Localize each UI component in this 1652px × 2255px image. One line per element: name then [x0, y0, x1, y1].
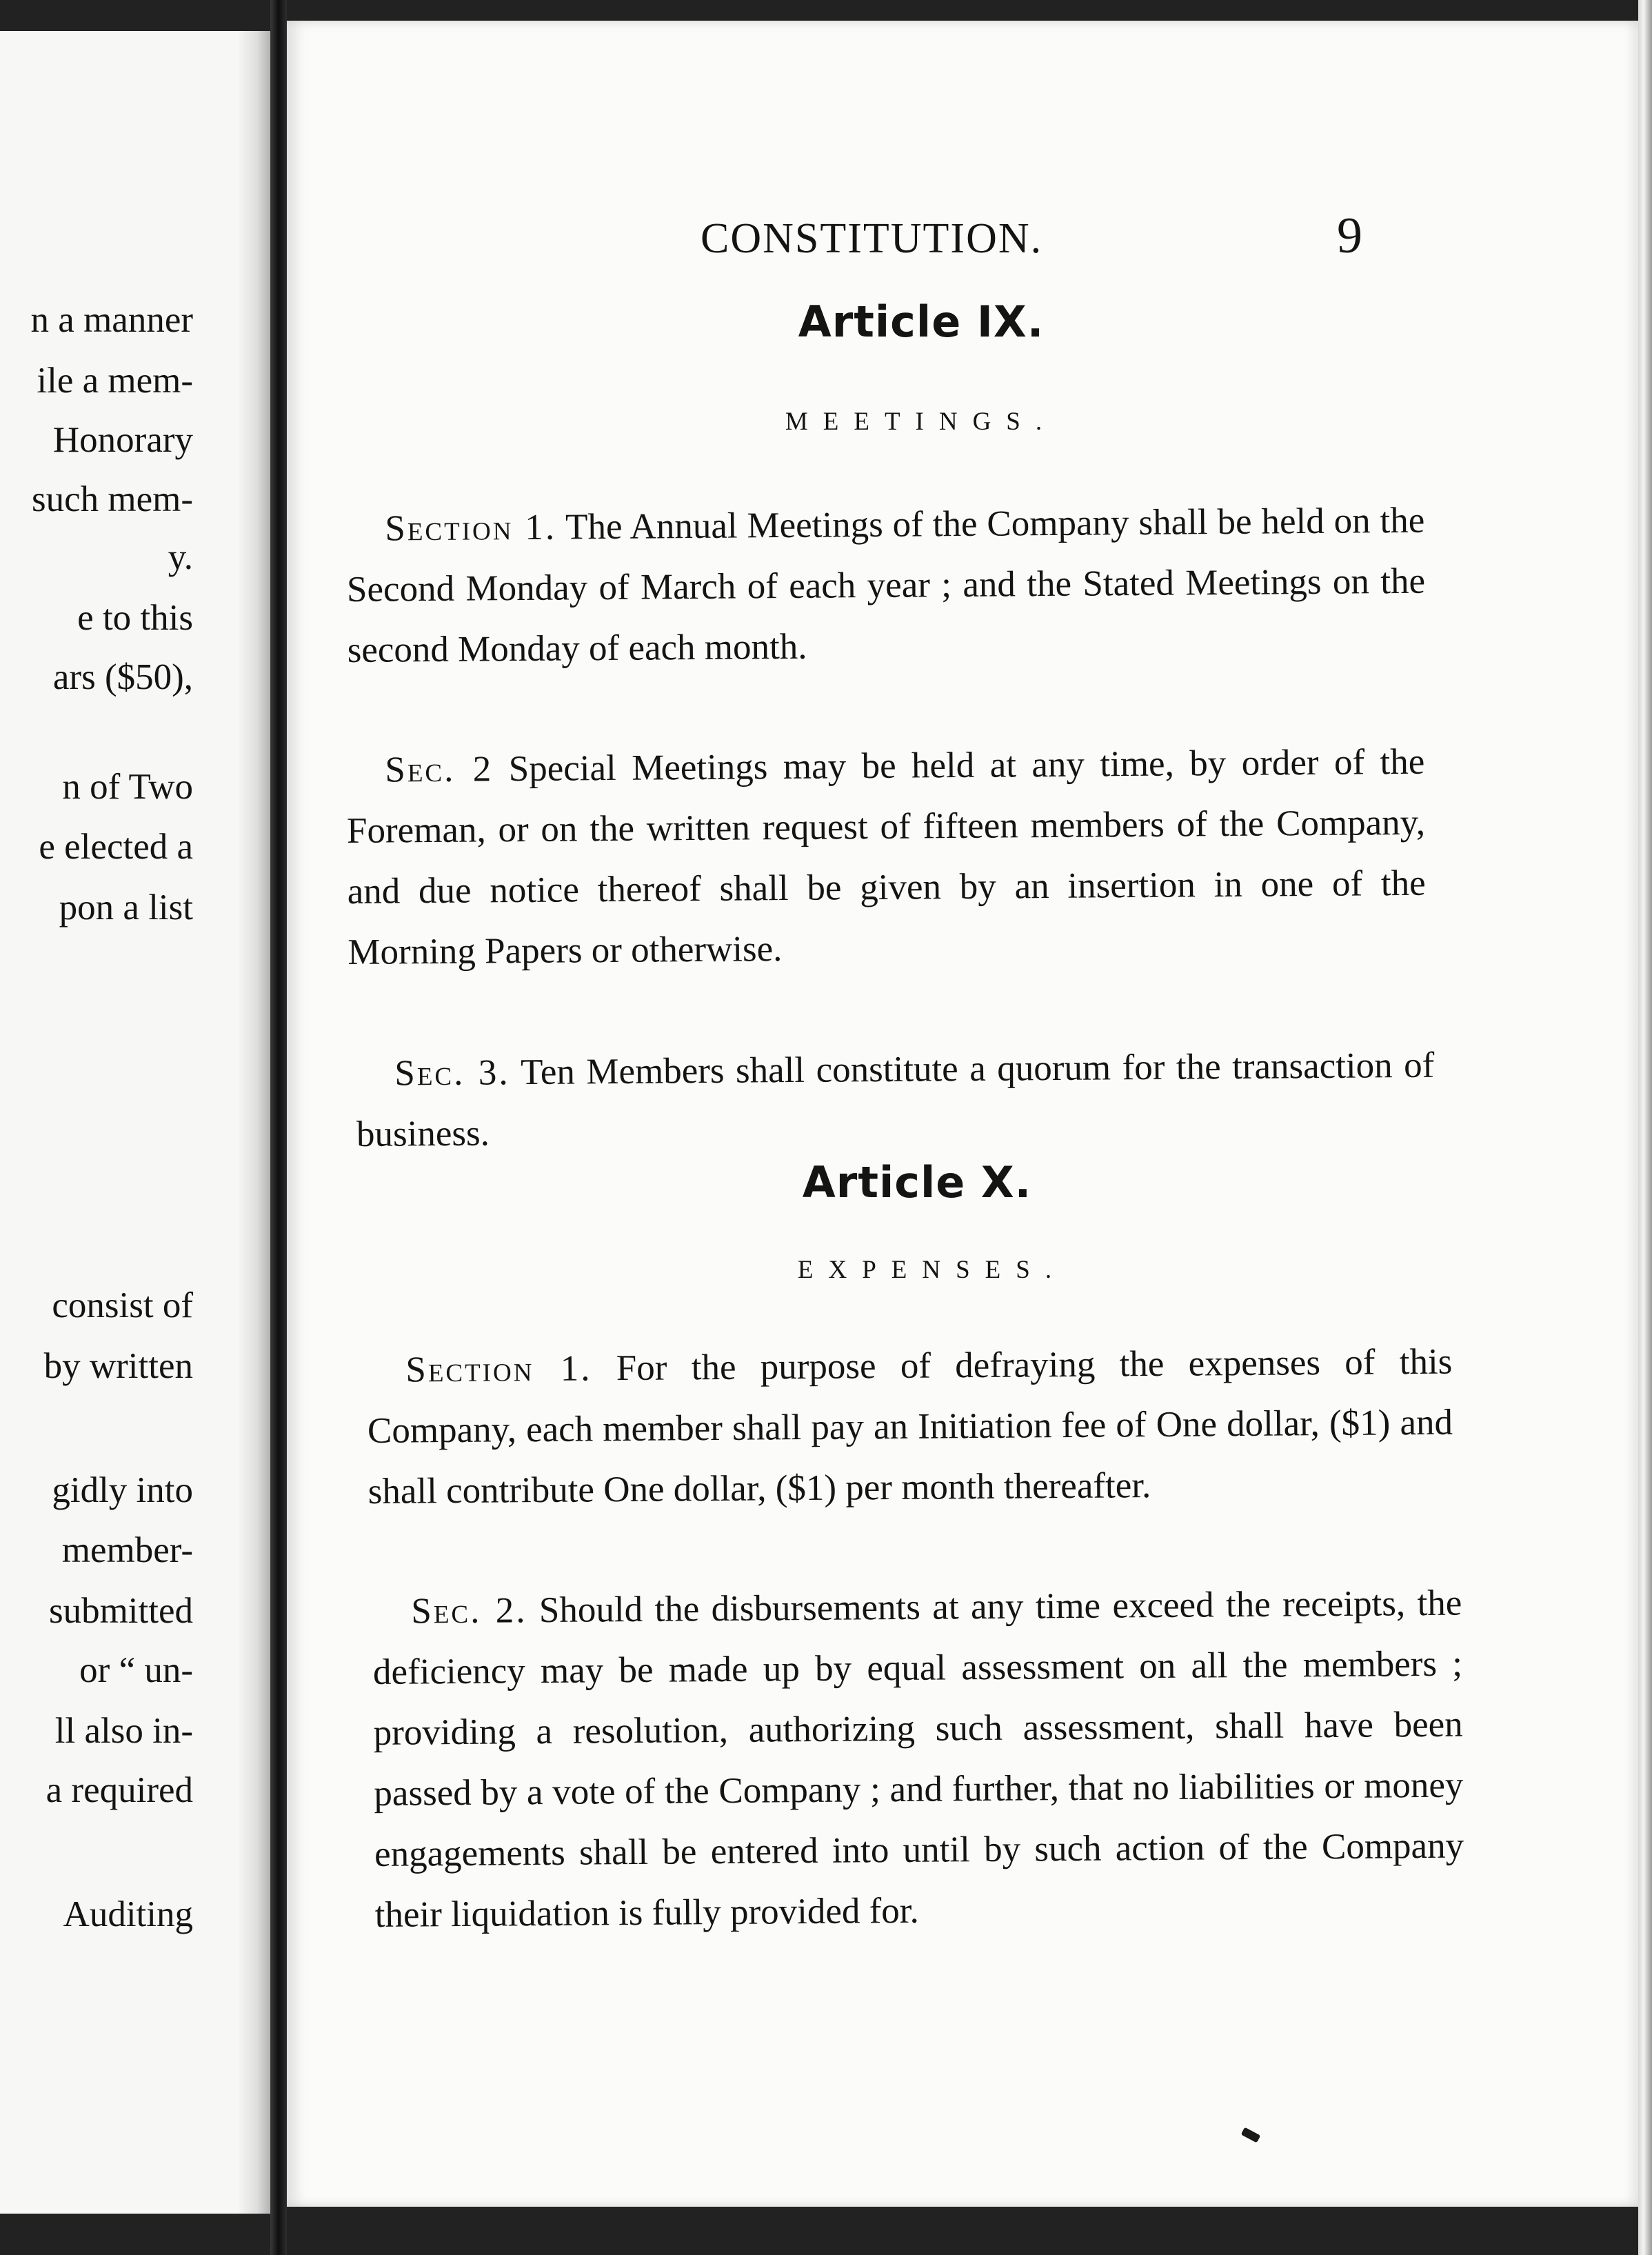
article-ix-section-2: [346, 732, 1427, 983]
section-body: The Annual Meetings of the Company shall be held on the Second Monday of March of each year ; and the Stated Meetings on the second Monday of each month.: [346, 500, 1426, 670]
article-ix-section-3: [356, 1035, 1435, 1165]
page-number: 9: [1337, 208, 1362, 264]
previous-page-line: e to this: [77, 598, 193, 638]
page-edge: [1638, 0, 1652, 2255]
previous-page-line: submitted: [48, 1591, 193, 1631]
section-label: Sec. 3.: [394, 1052, 510, 1094]
section-body: Special Meetings may be held at any time, by order of the Foreman, or on the written request of fifteen members of the Company, and due notice thereof shall be given by an insertion in one of the Morning Papers or otherwise.: [346, 741, 1426, 972]
current-page-text: [287, 21, 1638, 2207]
section-body: Ten Members shall constitute a quorum for the transaction of business.: [356, 1045, 1435, 1154]
expenses-section-title: EXPENSES.: [797, 1256, 1067, 1284]
previous-page-line: n of Two: [62, 767, 193, 807]
section-label: Section 1.: [385, 507, 557, 549]
previous-page-line: by written: [43, 1346, 193, 1386]
article-x-heading: Article X.: [802, 1157, 1032, 1207]
previous-page-line: pon a list: [59, 888, 193, 928]
section-label: Sec. 2.: [411, 1590, 527, 1632]
previous-page-line: n a manner: [30, 300, 193, 340]
previous-page-line: Auditing: [63, 1894, 193, 1934]
previous-page-line: e elected a: [39, 827, 193, 867]
previous-page-line: ile a mem-: [37, 361, 193, 401]
previous-page-line: such mem-: [31, 479, 193, 519]
section-label: Sec. 2: [385, 749, 494, 790]
article-x-section-1: [367, 1332, 1453, 1522]
previous-page-fragment: [0, 31, 270, 2214]
running-head: [701, 207, 1362, 265]
previous-page-line: member-: [61, 1530, 193, 1570]
previous-page-line: ars ($50),: [52, 657, 193, 697]
section-body: For the purpose of defraying the expenses of this Company, each member shall pay an Initiation fee of One dollar, ($1) and shall contribute One dollar, ($1) per month thereafter.: [367, 1341, 1453, 1512]
current-page: [287, 21, 1638, 2207]
previous-page-line: y.: [168, 537, 193, 577]
previous-page-line: gidly into: [52, 1470, 193, 1510]
section-label: Section 1.: [405, 1348, 592, 1390]
previous-page-line: a required: [46, 1770, 193, 1810]
ink-speck: [1241, 2127, 1261, 2143]
page-gutter-shadow: [237, 31, 270, 2214]
previous-page-line: Honorary: [52, 420, 193, 460]
section-body: Should the disbursements at any time exceed the receipts, the deficiency may be made up by equal assessment on all the members ; providing a resolution, authorizing such assessment, shall have been passed by a vote of the Company ; and further, that no liabilities or money engagements shall be entered into until by such action of the Company their liquidation is fully provided for.: [372, 1583, 1464, 1935]
previous-page-line: ll also in-: [54, 1711, 193, 1751]
previous-page-line: consist of: [52, 1285, 193, 1325]
previous-page-line: or “ un-: [79, 1650, 193, 1690]
running-title: CONSTITUTION.: [701, 215, 1043, 262]
article-ix-section-1: [346, 490, 1426, 681]
previous-page-text: [0, 31, 270, 2214]
meetings-section-title: MEETINGS.: [785, 408, 1058, 436]
article-x-section-2: [372, 1573, 1464, 1945]
article-ix-heading: Article IX.: [798, 297, 1045, 347]
